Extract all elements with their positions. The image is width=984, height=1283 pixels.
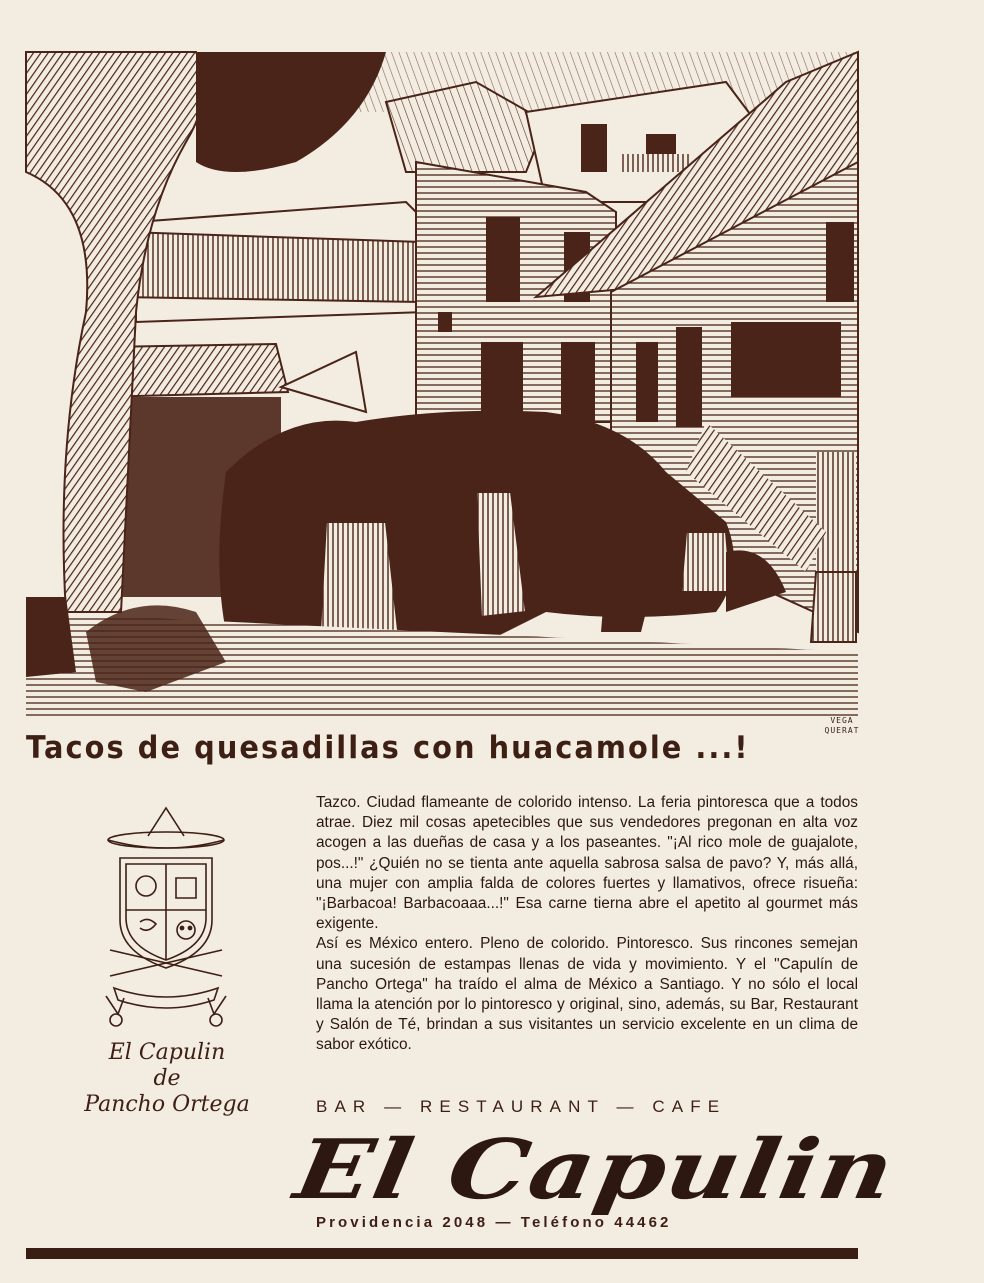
body-paragraph-2: Así es México entero. Pleno de colorido. Pintoresco. Sus rincones semejan una sucesión de estampas llenas de vida y movimiento. Y el "Capulín de Pancho Ortega" ha traído el alma de México a Santiago. Y no sólo el local llama la atención por lo pintoresco y original, sino, además, su Bar, Restaurant y Salón de Té, brindan a sus visitantes un servicio excelente en un clima de sabor exótico.: [316, 935, 858, 1054]
crest-caption-line1: El Capulin: [108, 1040, 226, 1065]
body-paragraph-1: Tazco. Ciudad flameante de colorido intenso. La feria pintoresca que a todos atrae. Diez mil cosas apetecibles que sus vendedores pregonan en alta voz acogen a las dueñas de casa y a los paseantes. "¡Al rico mole de guajalote, pos...!" ¿Quién no se tienta ante aquella sabrosa salsa de pavo? Y, más allá, una mujer con amplia falda de colores fuertes y llamativos, ofrece risueña: "¡Barbacoa! Barbacoaaa...!" Esa carne tierna abre el apetito al gourmet más exigente.: [316, 794, 858, 933]
tagline: BAR — RESTAURANT — CAFE: [316, 1097, 727, 1116]
crest-caption: [72, 1040, 262, 1118]
brand-logotype: El Capulin: [288, 1122, 902, 1218]
crest-caption-line3: Pancho Ortega: [84, 1092, 250, 1117]
market-street-illustration: [26, 52, 860, 735]
artist-signature: [816, 716, 868, 736]
crest-emblem: [96, 800, 236, 1032]
artist-signature-line2: QUERAT: [824, 726, 860, 735]
crest-caption-line2: de: [153, 1066, 181, 1091]
headline: Tacos de quesadillas con huacamole ...!: [26, 730, 750, 766]
address-line: Providencia 2048 — Teléfono 44462: [316, 1214, 672, 1231]
bottom-rule: [26, 1248, 858, 1259]
artist-signature-line1: VEGA: [830, 716, 854, 725]
body-copy: [316, 793, 858, 1056]
